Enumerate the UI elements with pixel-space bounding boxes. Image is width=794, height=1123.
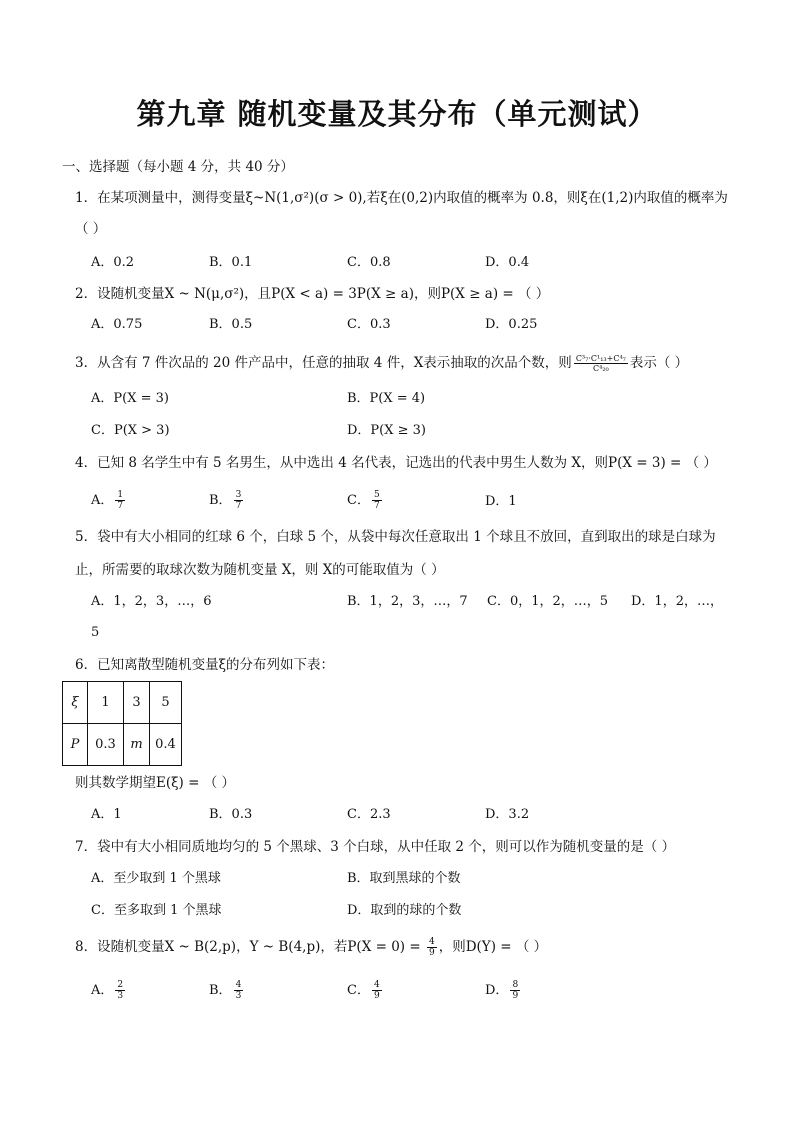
question-3-text	[75, 354, 688, 373]
question-3-text-after: 表示（ ）	[629, 355, 689, 371]
question-5-line-1: 5．袋中有大小相同的红球 6 个，白球 5 个，从袋中每次任意取出 1 个球且不放回，直到取出的球是白球为	[75, 529, 716, 545]
question-4-text: 4．已知 8 名学生中有 5 名男生，从中选出 4 名代表，记选出的代表中男生人数为 X，则P(X = 3) = （ ）	[75, 455, 717, 471]
question-8-option-a	[91, 980, 127, 1001]
page-title: 第九章 随机变量及其分布（单元测试）	[136, 97, 658, 131]
question-2-option-b: B．0.5	[209, 317, 253, 332]
section-header: 一、选择题（每小题 4 分，共 40 分）	[62, 159, 294, 175]
option-label: A．	[91, 493, 114, 508]
question-1-blank: （ ）	[75, 221, 107, 237]
question-8-text-before: 8．设随机变量X ~ B(2,p)，Y ~ B(4,p)，若P(X = 0) =	[75, 939, 425, 955]
question-5-option-c: C．0，1，2，…，5	[487, 594, 609, 609]
question-5-line-2: 止，所需要的取球次数为随机变量 X，则 X的可能取值为（ ）	[75, 562, 445, 578]
table-cell: m	[124, 724, 150, 766]
fraction-numerator: 2	[117, 980, 124, 990]
fraction-numerator: 5	[373, 490, 380, 500]
question-1-option-d: D．0.4	[485, 255, 530, 270]
distribution-table	[62, 681, 182, 766]
question-7-option-c: C．至多取到 1 个黑球	[91, 903, 222, 918]
table-cell: 1	[88, 682, 124, 724]
option-fraction	[510, 980, 520, 1001]
table-row	[63, 682, 182, 724]
table-cell: 3	[124, 682, 150, 724]
question-3-fraction-denominator: C⁴₂₀	[592, 364, 609, 373]
question-6-option-c: C．2.3	[347, 807, 391, 822]
question-3-option-b: B．P(X = 4)	[347, 391, 426, 406]
table-row	[63, 724, 182, 766]
table-cell: ξ	[63, 682, 88, 724]
question-5-option-d: D．1，2，…，	[631, 594, 723, 609]
question-8-text-after: ，则D(Y) = （ ）	[438, 939, 548, 955]
fraction-denominator: 3	[235, 991, 242, 1001]
question-8-option-b	[209, 980, 245, 1001]
fraction-denominator: 9	[373, 991, 380, 1001]
question-2-option-d: D．0.25	[485, 317, 538, 332]
question-7-option-b: B．取到黑球的个数	[347, 871, 461, 886]
option-label: D．	[485, 983, 509, 998]
question-1-option-a: A．0.2	[91, 255, 135, 270]
option-fraction	[372, 490, 382, 511]
option-fraction	[372, 980, 382, 1001]
question-5-option-d-wrap: 5	[91, 625, 100, 640]
question-2-option-c: C．0.3	[347, 317, 391, 332]
question-7-option-d: D．取到的球的个数	[347, 903, 462, 918]
question-1-option-b: B．0.1	[209, 255, 253, 270]
question-8-fraction-numerator: 4	[428, 937, 435, 947]
question-6-text: 6．已知离散型随机变量ξ的分布列如下表：	[75, 657, 335, 673]
question-5-option-b: B．1，2，3，…，7	[347, 594, 468, 609]
fraction-numerator: 8	[512, 980, 519, 990]
question-7-text: 7．袋中有大小相同质地均匀的 5 个黑球、3 个白球，从中任取 2 个，则可以作为随机变量的是（ ）	[75, 839, 676, 855]
table-cell: P	[63, 724, 88, 766]
question-7-option-a: A．至少取到 1 个黑球	[91, 871, 221, 886]
table-cell: 0.3	[88, 724, 124, 766]
option-fraction	[115, 490, 125, 511]
fraction-denominator: 3	[117, 991, 124, 1001]
fraction-denominator: 7	[373, 501, 380, 511]
question-8-fraction-denominator: 9	[428, 948, 435, 958]
question-3-fraction-numerator: C³₇·C¹₁₃+C⁴₇	[575, 354, 626, 363]
question-8-fraction	[427, 937, 437, 958]
question-6-option-d: D．3.2	[485, 807, 530, 822]
option-fraction	[234, 980, 244, 1001]
fraction-denominator: 7	[235, 501, 242, 511]
question-8-option-d	[485, 980, 522, 1001]
fraction-numerator: 4	[235, 980, 242, 990]
table-cell: 5	[150, 682, 182, 724]
question-1-text: 1．在某项测量中，测得变量ξ~N(1,σ²)(σ > 0),若ξ在(0,2)内取值的概率为 0.8，则ξ在(1,2)内取值的概率为	[75, 190, 728, 206]
option-label: B．	[209, 493, 232, 508]
fraction-numerator: 4	[373, 980, 380, 990]
fraction-denominator: 9	[512, 991, 519, 1001]
table-cell: 0.4	[150, 724, 182, 766]
question-8-text	[75, 937, 547, 958]
question-8-option-c	[347, 980, 384, 1001]
question-5-option-a: A．1，2，3，…，6	[91, 594, 212, 609]
question-4-option-c	[347, 490, 384, 511]
question-4-option-d: D．1	[485, 494, 517, 509]
option-fraction	[234, 490, 244, 511]
question-4-option-a	[91, 490, 127, 511]
question-2-option-a: A．0.75	[91, 317, 143, 332]
question-4-option-b	[209, 490, 245, 511]
fraction-denominator: 7	[117, 501, 124, 511]
option-label: B．	[209, 983, 232, 998]
question-3-option-d: D．P(X ≥ 3)	[347, 423, 426, 438]
option-label: C．	[347, 983, 370, 998]
fraction-numerator: 1	[117, 490, 124, 500]
question-3-option-c: C．P(X > 3)	[91, 423, 170, 438]
option-label: A．	[91, 983, 114, 998]
option-label: C．	[347, 493, 370, 508]
question-3-option-a: A．P(X = 3)	[91, 391, 169, 406]
question-3-text-before: 3．从含有 7 件次品的 20 件产品中，任意的抽取 4 件，X表示抽取的次品个数，则	[75, 355, 572, 371]
question-2-text: 2．设随机变量X ~ N(μ,σ²)，且P(X < a) = 3P(X ≥ a)，则P(X ≥ a) = （ ）	[75, 286, 550, 302]
question-6-expectation: 则其数学期望E(ξ) = （ ）	[75, 775, 236, 791]
question-6-option-a: A．1	[91, 807, 122, 822]
fraction-numerator: 3	[235, 490, 242, 500]
question-3-fraction	[574, 354, 628, 373]
option-fraction	[115, 980, 125, 1001]
question-1-option-c: C．0.8	[347, 255, 391, 270]
question-6-option-b: B．0.3	[209, 807, 253, 822]
